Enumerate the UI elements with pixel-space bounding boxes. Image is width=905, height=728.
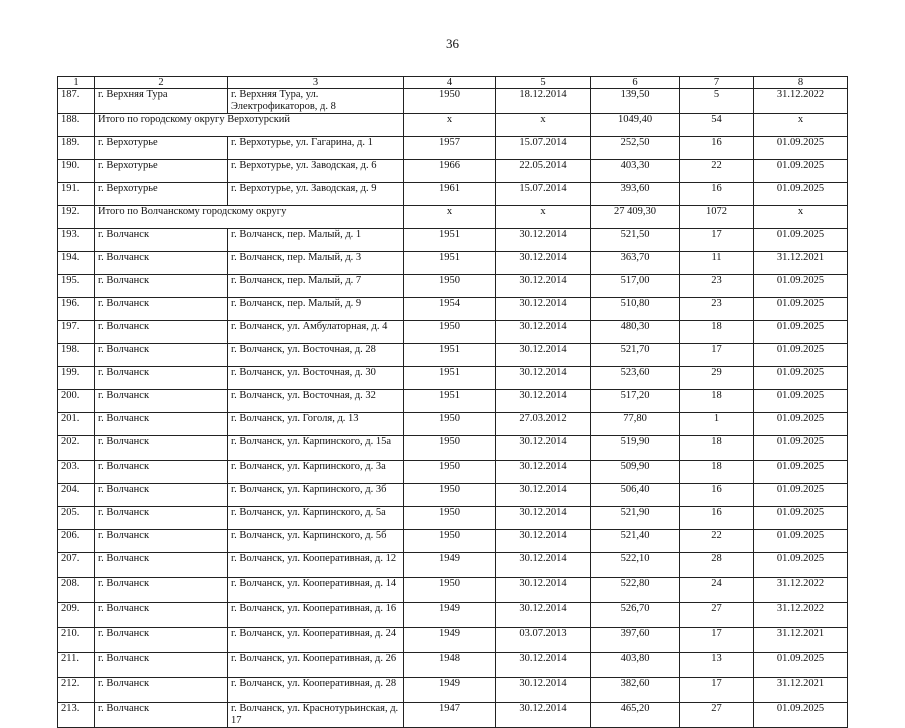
date-cell: 30.12.2014 [496, 653, 591, 678]
year-cell: 1950 [404, 275, 496, 298]
address-cell: г. Верхотурье, ул. Заводская, д. 9 [228, 183, 404, 206]
date-cell: x [496, 114, 591, 137]
table-row [58, 390, 848, 413]
city-cell: г. Верхотурье [95, 183, 228, 206]
area-cell: 521,70 [591, 344, 680, 367]
column-header: 5 [496, 77, 591, 89]
area-cell: 1049,40 [591, 114, 680, 137]
date-cell: 30.12.2014 [496, 344, 591, 367]
residents-cell: 17 [680, 344, 754, 367]
address-cell: г. Верхняя Тура, ул. Электрофикаторов, д. 8 [228, 89, 404, 114]
address-cell: г. Верхотурье, ул. Заводская, д. 6 [228, 160, 404, 183]
city-cell: г. Волчанск [95, 321, 228, 344]
area-cell: 77,80 [591, 413, 680, 436]
area-cell: 403,80 [591, 653, 680, 678]
row-number-cell: 206. [58, 530, 95, 553]
city-cell: г. Волчанск [95, 507, 228, 530]
year-cell: 1947 [404, 703, 496, 728]
residents-cell: 5 [680, 89, 754, 114]
date-cell: 30.12.2014 [496, 484, 591, 507]
row-number-cell: 201. [58, 413, 95, 436]
area-cell: 139,50 [591, 89, 680, 114]
date-cell: 30.12.2014 [496, 436, 591, 461]
address-cell: г. Волчанск, пер. Малый, д. 1 [228, 229, 404, 252]
residents-cell: 18 [680, 461, 754, 484]
date-cell: 30.12.2014 [496, 603, 591, 628]
year-cell: 1950 [404, 578, 496, 603]
table-row [58, 461, 848, 484]
year-cell: 1957 [404, 137, 496, 160]
table-row [58, 653, 848, 678]
city-cell: г. Верхняя Тура [95, 89, 228, 114]
date-cell: 30.12.2014 [496, 298, 591, 321]
address-cell: г. Волчанск, ул. Карпинского, д. 5б [228, 530, 404, 553]
table-row [58, 321, 848, 344]
city-cell: г. Волчанск [95, 553, 228, 578]
area-cell: 519,90 [591, 436, 680, 461]
area-cell: 521,40 [591, 530, 680, 553]
area-cell: 465,20 [591, 703, 680, 728]
row-number-cell: 197. [58, 321, 95, 344]
row-number-cell: 202. [58, 436, 95, 461]
year-cell: 1954 [404, 298, 496, 321]
date-cell: 22.05.2014 [496, 160, 591, 183]
date-cell: 30.12.2014 [496, 530, 591, 553]
year-cell: 1949 [404, 603, 496, 628]
residents-cell: 16 [680, 137, 754, 160]
city-cell: г. Волчанск [95, 413, 228, 436]
area-cell: 522,10 [591, 553, 680, 578]
city-cell: г. Верхотурье [95, 137, 228, 160]
table-row [58, 137, 848, 160]
residents-cell: 23 [680, 275, 754, 298]
date-cell: 30.12.2014 [496, 252, 591, 275]
column-header: 6 [591, 77, 680, 89]
residents-cell: 22 [680, 160, 754, 183]
city-cell: г. Волчанск [95, 461, 228, 484]
row-number-cell: 193. [58, 229, 95, 252]
city-cell: г. Волчанск [95, 703, 228, 728]
address-cell: г. Волчанск, ул. Кооперативная, д. 12 [228, 553, 404, 578]
year-cell: 1950 [404, 89, 496, 114]
row-number-cell: 191. [58, 183, 95, 206]
column-number-header-row [58, 77, 848, 89]
city-cell: г. Волчанск [95, 298, 228, 321]
residents-cell: 11 [680, 252, 754, 275]
table-row [58, 252, 848, 275]
deadline-cell: 31.12.2021 [754, 628, 848, 653]
date-cell: 27.03.2012 [496, 413, 591, 436]
date-cell: 30.12.2014 [496, 390, 591, 413]
residents-cell: 1 [680, 413, 754, 436]
row-number-cell: 188. [58, 114, 95, 137]
address-cell: г. Волчанск, ул. Карпинского, д. 5а [228, 507, 404, 530]
city-cell: г. Волчанск [95, 603, 228, 628]
city-cell: г. Волчанск [95, 252, 228, 275]
deadline-cell: 01.09.2025 [754, 653, 848, 678]
date-cell: 15.07.2014 [496, 183, 591, 206]
row-number-cell: 194. [58, 252, 95, 275]
address-cell: г. Волчанск, пер. Малый, д. 3 [228, 252, 404, 275]
date-cell: 30.12.2014 [496, 367, 591, 390]
deadline-cell: 01.09.2025 [754, 530, 848, 553]
date-cell: 30.12.2014 [496, 578, 591, 603]
address-cell: г. Волчанск, ул. Восточная, д. 30 [228, 367, 404, 390]
year-cell: 1950 [404, 321, 496, 344]
address-cell: г. Волчанск, ул. Кооперативная, д. 28 [228, 678, 404, 703]
area-cell: 252,50 [591, 137, 680, 160]
residents-cell: 18 [680, 321, 754, 344]
residents-cell: 18 [680, 436, 754, 461]
row-number-cell: 213. [58, 703, 95, 728]
address-cell: г. Волчанск, ул. Карпинского, д. 15а [228, 436, 404, 461]
table-row [58, 436, 848, 461]
date-cell: 18.12.2014 [496, 89, 591, 114]
year-cell: 1951 [404, 390, 496, 413]
deadline-cell: 01.09.2025 [754, 553, 848, 578]
table-row [58, 628, 848, 653]
row-number-cell: 212. [58, 678, 95, 703]
date-cell: 30.12.2014 [496, 678, 591, 703]
deadline-cell: 01.09.2025 [754, 183, 848, 206]
residents-cell: 29 [680, 367, 754, 390]
table-row [58, 578, 848, 603]
area-cell: 521,50 [591, 229, 680, 252]
deadline-cell: 01.09.2025 [754, 461, 848, 484]
area-cell: 506,40 [591, 484, 680, 507]
deadline-cell: 31.12.2022 [754, 89, 848, 114]
date-cell: x [496, 206, 591, 229]
table-row [58, 229, 848, 252]
row-number-cell: 210. [58, 628, 95, 653]
deadline-cell: 01.09.2025 [754, 344, 848, 367]
deadline-cell: 31.12.2021 [754, 252, 848, 275]
year-cell: 1950 [404, 530, 496, 553]
year-cell: 1951 [404, 344, 496, 367]
area-cell: 403,30 [591, 160, 680, 183]
residents-cell: 17 [680, 229, 754, 252]
year-cell: 1950 [404, 484, 496, 507]
year-cell: 1950 [404, 461, 496, 484]
table-row [58, 603, 848, 628]
year-cell: 1966 [404, 160, 496, 183]
total-label-cell: Итого по городскому округу Верхотурский [95, 114, 404, 137]
column-header: 1 [58, 77, 95, 89]
residents-cell: 23 [680, 298, 754, 321]
city-cell: г. Волчанск [95, 275, 228, 298]
year-cell: 1949 [404, 678, 496, 703]
address-cell: г. Волчанск, ул. Карпинского, д. 3а [228, 461, 404, 484]
row-number-cell: 190. [58, 160, 95, 183]
deadline-cell: 01.09.2025 [754, 137, 848, 160]
city-cell: г. Волчанск [95, 344, 228, 367]
date-cell: 30.12.2014 [496, 275, 591, 298]
row-number-cell: 205. [58, 507, 95, 530]
row-number-cell: 187. [58, 89, 95, 114]
deadline-cell: 31.12.2022 [754, 578, 848, 603]
deadline-cell: 01.09.2025 [754, 507, 848, 530]
deadline-cell: 01.09.2025 [754, 436, 848, 461]
address-cell: г. Волчанск, пер. Малый, д. 7 [228, 275, 404, 298]
deadline-cell: 01.09.2025 [754, 275, 848, 298]
row-number-cell: 209. [58, 603, 95, 628]
residents-cell: 16 [680, 183, 754, 206]
area-cell: 393,60 [591, 183, 680, 206]
row-number-cell: 203. [58, 461, 95, 484]
table-row [58, 678, 848, 703]
city-cell: г. Верхотурье [95, 160, 228, 183]
area-cell: 27 409,30 [591, 206, 680, 229]
area-cell: 510,80 [591, 298, 680, 321]
deadline-cell: x [754, 206, 848, 229]
year-cell: 1950 [404, 507, 496, 530]
year-cell: 1949 [404, 628, 496, 653]
date-cell: 30.12.2014 [496, 461, 591, 484]
total-row [58, 206, 848, 229]
table-row [58, 507, 848, 530]
deadline-cell: 01.09.2025 [754, 703, 848, 728]
row-number-cell: 198. [58, 344, 95, 367]
column-header: 2 [95, 77, 228, 89]
year-cell: 1951 [404, 367, 496, 390]
table-row [58, 298, 848, 321]
address-cell: г. Волчанск, ул. Кооперативная, д. 24 [228, 628, 404, 653]
deadline-cell: 01.09.2025 [754, 413, 848, 436]
year-cell: 1950 [404, 436, 496, 461]
residents-cell: 24 [680, 578, 754, 603]
area-cell: 526,70 [591, 603, 680, 628]
deadline-cell: 01.09.2025 [754, 160, 848, 183]
total-row [58, 114, 848, 137]
row-number-cell: 196. [58, 298, 95, 321]
table-row [58, 484, 848, 507]
row-number-cell: 211. [58, 653, 95, 678]
table-row [58, 344, 848, 367]
address-cell: г. Волчанск, пер. Малый, д. 9 [228, 298, 404, 321]
address-cell: г. Волчанск, ул. Кооперативная, д. 14 [228, 578, 404, 603]
address-cell: г. Верхотурье, ул. Гагарина, д. 1 [228, 137, 404, 160]
residents-cell: 22 [680, 530, 754, 553]
date-cell: 30.12.2014 [496, 553, 591, 578]
date-cell: 15.07.2014 [496, 137, 591, 160]
column-header: 7 [680, 77, 754, 89]
date-cell: 30.12.2014 [496, 507, 591, 530]
table-row [58, 275, 848, 298]
residents-cell: 16 [680, 507, 754, 530]
table-row [58, 183, 848, 206]
area-cell: 521,90 [591, 507, 680, 530]
address-cell: г. Волчанск, ул. Амбулаторная, д. 4 [228, 321, 404, 344]
row-number-cell: 192. [58, 206, 95, 229]
residents-cell: 54 [680, 114, 754, 137]
page-number: 36 [446, 36, 459, 51]
city-cell: г. Волчанск [95, 578, 228, 603]
total-label-cell: Итого по Волчанскому городскому округу [95, 206, 404, 229]
deadline-cell: 01.09.2025 [754, 367, 848, 390]
address-cell: г. Волчанск, ул. Карпинского, д. 3б [228, 484, 404, 507]
area-cell: 522,80 [591, 578, 680, 603]
city-cell: г. Волчанск [95, 530, 228, 553]
year-cell: 1951 [404, 252, 496, 275]
year-cell: 1951 [404, 229, 496, 252]
area-cell: 382,60 [591, 678, 680, 703]
deadline-cell: 01.09.2025 [754, 321, 848, 344]
date-cell: 30.12.2014 [496, 321, 591, 344]
row-number-cell: 204. [58, 484, 95, 507]
residents-cell: 28 [680, 553, 754, 578]
column-header: 4 [404, 77, 496, 89]
address-cell: г. Волчанск, ул. Кооперативная, д. 26 [228, 653, 404, 678]
table-body [58, 77, 848, 728]
date-cell: 30.12.2014 [496, 703, 591, 728]
housing-registry-table [57, 76, 848, 728]
residents-cell: 17 [680, 678, 754, 703]
address-cell: г. Волчанск, ул. Краснотурьинская, д. 17 [228, 703, 404, 728]
address-cell: г. Волчанск, ул. Восточная, д. 28 [228, 344, 404, 367]
area-cell: 523,60 [591, 367, 680, 390]
area-cell: 517,00 [591, 275, 680, 298]
deadline-cell: 01.09.2025 [754, 390, 848, 413]
city-cell: г. Волчанск [95, 390, 228, 413]
residents-cell: 1072 [680, 206, 754, 229]
table-row [58, 553, 848, 578]
deadline-cell: 31.12.2022 [754, 603, 848, 628]
table-row [58, 367, 848, 390]
city-cell: г. Волчанск [95, 229, 228, 252]
row-number-cell: 207. [58, 553, 95, 578]
column-header: 3 [228, 77, 404, 89]
row-number-cell: 208. [58, 578, 95, 603]
residents-cell: 27 [680, 703, 754, 728]
row-number-cell: 199. [58, 367, 95, 390]
deadline-cell: 31.12.2021 [754, 678, 848, 703]
deadline-cell: x [754, 114, 848, 137]
year-cell: 1949 [404, 553, 496, 578]
row-number-cell: 195. [58, 275, 95, 298]
deadline-cell: 01.09.2025 [754, 298, 848, 321]
city-cell: г. Волчанск [95, 628, 228, 653]
area-cell: 397,60 [591, 628, 680, 653]
residents-cell: 18 [680, 390, 754, 413]
deadline-cell: 01.09.2025 [754, 229, 848, 252]
address-cell: г. Волчанск, ул. Кооперативная, д. 16 [228, 603, 404, 628]
column-header: 8 [754, 77, 848, 89]
row-number-cell: 189. [58, 137, 95, 160]
city-cell: г. Волчанск [95, 484, 228, 507]
year-cell: 1961 [404, 183, 496, 206]
year-cell: 1948 [404, 653, 496, 678]
table-row [58, 703, 848, 728]
date-cell: 30.12.2014 [496, 229, 591, 252]
city-cell: г. Волчанск [95, 367, 228, 390]
table-row [58, 413, 848, 436]
year-cell: 1950 [404, 413, 496, 436]
area-cell: 517,20 [591, 390, 680, 413]
residents-cell: 17 [680, 628, 754, 653]
address-cell: г. Волчанск, ул. Гоголя, д. 13 [228, 413, 404, 436]
table-row [58, 160, 848, 183]
area-cell: 509,90 [591, 461, 680, 484]
table-row [58, 530, 848, 553]
address-cell: г. Волчанск, ул. Восточная, д. 32 [228, 390, 404, 413]
year-cell: x [404, 206, 496, 229]
row-number-cell: 200. [58, 390, 95, 413]
deadline-cell: 01.09.2025 [754, 484, 848, 507]
residents-cell: 13 [680, 653, 754, 678]
city-cell: г. Волчанск [95, 678, 228, 703]
year-cell: x [404, 114, 496, 137]
city-cell: г. Волчанск [95, 436, 228, 461]
residents-cell: 27 [680, 603, 754, 628]
residents-cell: 16 [680, 484, 754, 507]
date-cell: 03.07.2013 [496, 628, 591, 653]
area-cell: 480,30 [591, 321, 680, 344]
city-cell: г. Волчанск [95, 653, 228, 678]
area-cell: 363,70 [591, 252, 680, 275]
table-row [58, 89, 848, 114]
